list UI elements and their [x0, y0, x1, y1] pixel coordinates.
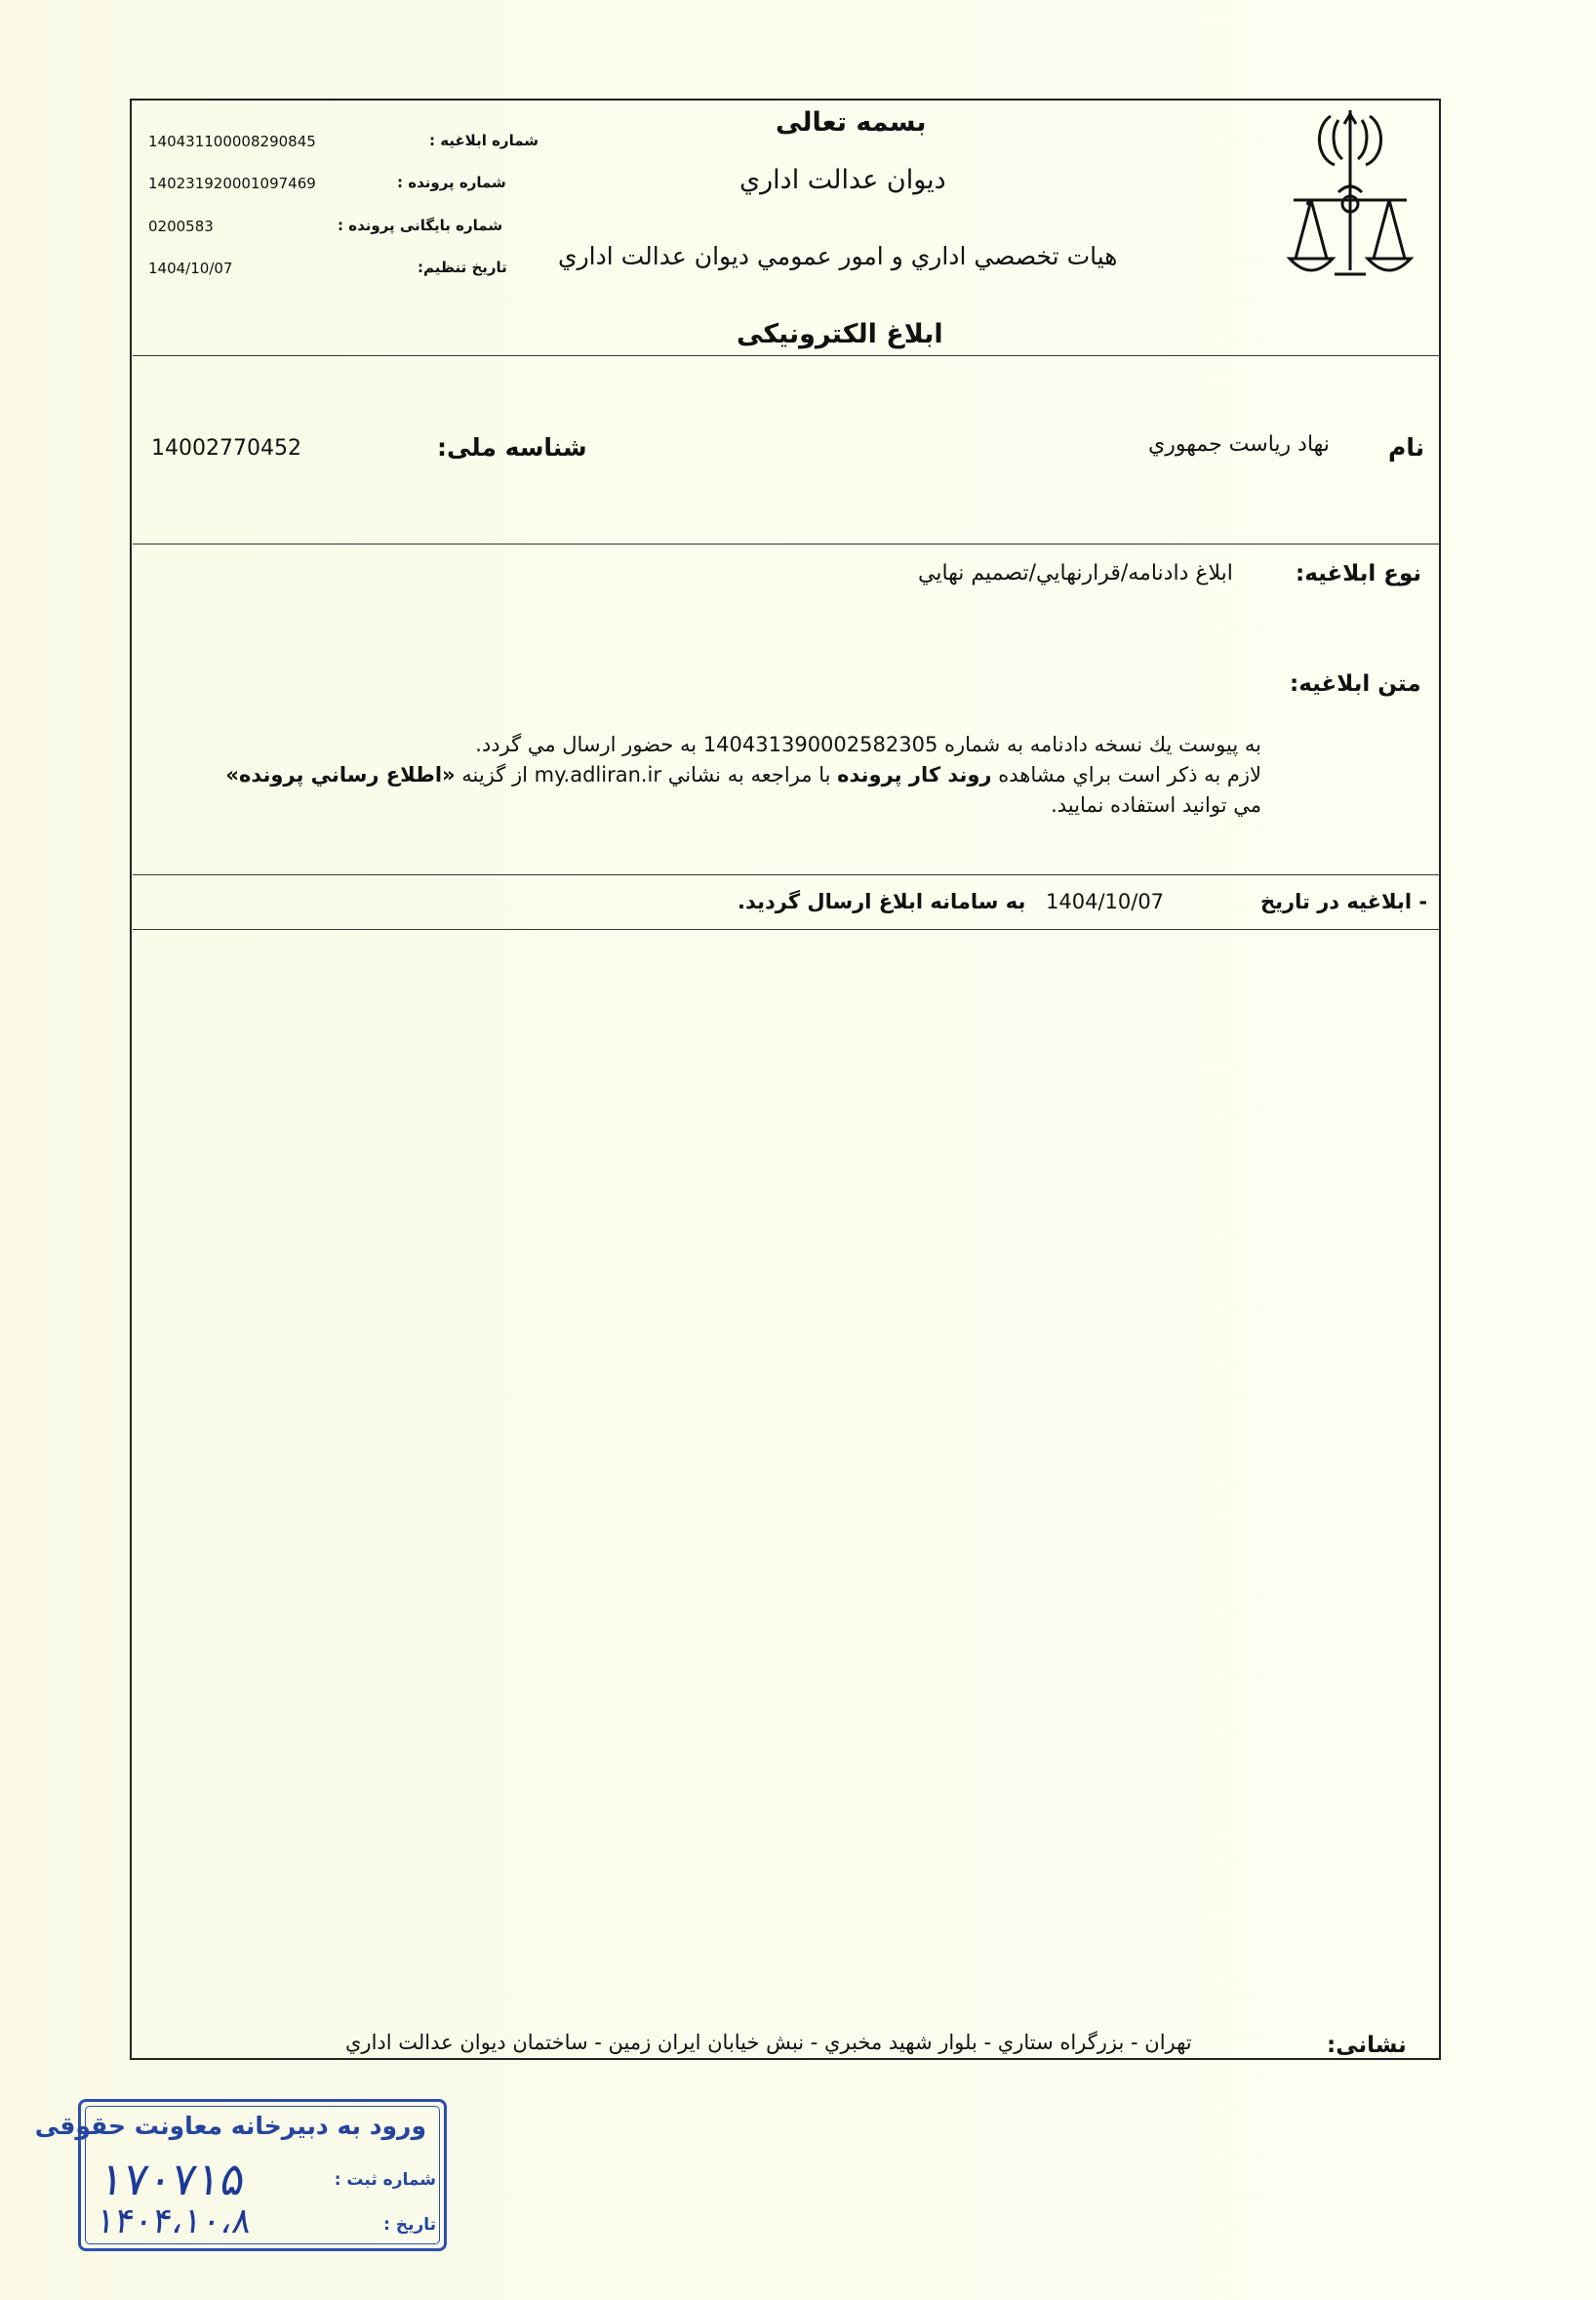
notice-text-part: با مراجعه به نشاني my.adliran.ir از گزينه	[461, 763, 831, 787]
notice-line-1: به پيوست يك نسخه دادنامه به شماره 140431390002582305 به حضور ارسال مي گردد.	[475, 733, 1261, 756]
stamp-title: ورود به دبیرخانه معاونت حقوقی	[34, 2112, 426, 2140]
national-id-value: 14002770452	[151, 436, 301, 461]
case-number-value: 140231920001097469	[148, 175, 316, 192]
case-progress-term: روند كار پرونده	[837, 763, 992, 787]
notice-line-2	[195, 760, 1261, 821]
court-name: ديوان عدالت اداري	[739, 165, 946, 195]
notice-body	[195, 730, 1261, 821]
name-label: نام	[1388, 433, 1425, 462]
secretariat-stamp	[34, 2099, 447, 2251]
delivery-date: 1404/10/07	[1046, 890, 1165, 913]
national-id-label: شناسه ملی:	[437, 433, 587, 462]
divider-line	[133, 874, 1440, 875]
notice-text-part: لازم به ذكر است براي مشاهده	[998, 763, 1261, 787]
notice-type-label: نوع ابلاغیه:	[1296, 561, 1422, 586]
divider-line	[133, 929, 1440, 930]
notice-type-value: ابلاغ دادنامه/قرارنهايي/تصميم نهايي	[918, 561, 1233, 585]
issue-date-value: 1404/10/07	[148, 260, 233, 277]
case-information-option: «اطلاع رساني پرونده»	[225, 763, 456, 787]
issue-date-label: تاریخ تنظیم:	[418, 259, 507, 276]
stamp-date-value: ١۴٠۴،١٠،٨	[94, 2201, 255, 2241]
address-label: نشانی:	[1327, 2033, 1407, 2058]
case-number-label: شماره پرونده :	[397, 174, 506, 191]
stamp-registration-label: شماره ثبت :	[334, 2170, 436, 2190]
document-title: ابلاغ الکترونیکی	[737, 319, 943, 349]
board-name: هيات تخصصي اداري و امور عمومي ديوان عدالت اداري	[558, 242, 1118, 270]
name-value: نهاد رياست جمهوري	[1148, 432, 1330, 457]
divider-line	[133, 544, 1440, 545]
archive-number-value: 0200583	[148, 218, 214, 235]
delivery-suffix: به سامانه ابلاغ ارسال گردید.	[738, 890, 1026, 913]
notice-text-label: متن ابلاغیه:	[1290, 671, 1421, 697]
stamp-date-label: تاریخ :	[383, 2215, 436, 2235]
bismillah-heading: بسمه تعالی	[776, 107, 927, 138]
delivery-prefix: - ابلاغیه در تاریخ	[1260, 890, 1428, 913]
notice-text-part: مي توانيد استفاده نماييد.	[1051, 793, 1261, 817]
divider-line	[133, 355, 1440, 356]
archive-number-label: شماره بایگانی پرونده :	[338, 217, 503, 234]
notice-number-value: 140431100008290845	[148, 133, 316, 150]
address-value: تهران - بزرگراه ستاري - بلوار شهيد مخبري - نبش خيابان ايران زمين - ساختمان ديوان عدالت اداري	[345, 2031, 1192, 2054]
document-frame	[130, 99, 1441, 2060]
notice-number-label: شماره ابلاغیه :	[429, 132, 539, 149]
emblem-icon	[1280, 102, 1420, 288]
stamp-registration-value: ١٧٠٧١۵	[97, 2153, 250, 2205]
